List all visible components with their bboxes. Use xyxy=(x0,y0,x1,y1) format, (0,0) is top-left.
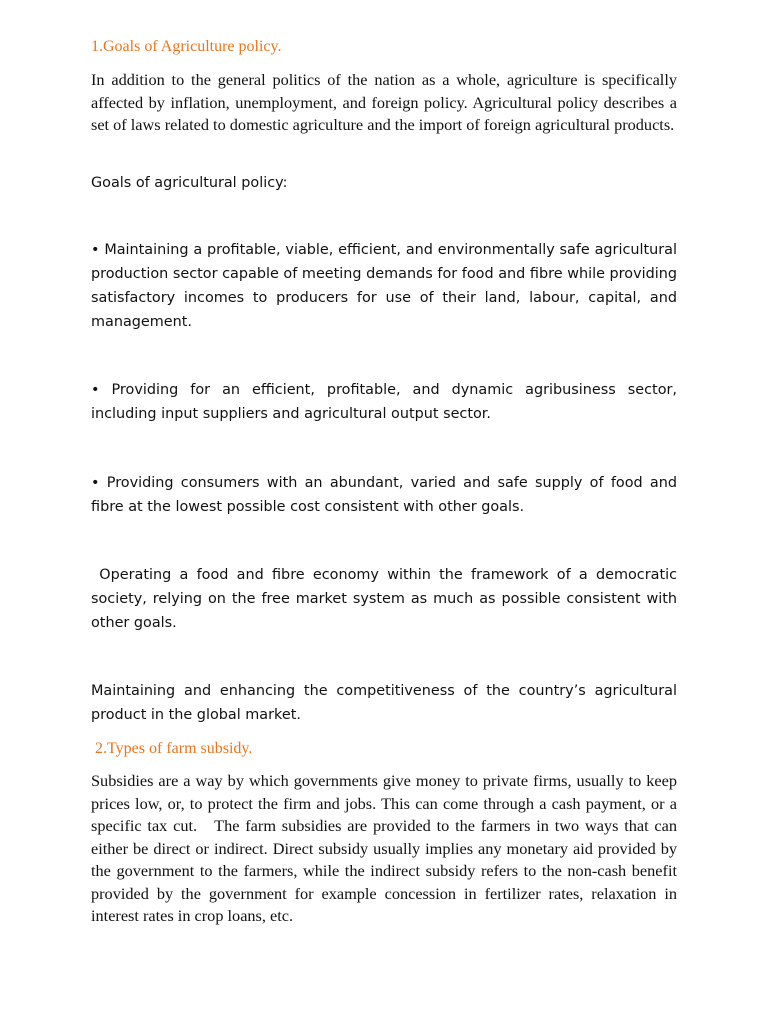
goal-item-agribusiness: • Providing for an efficient, profitable, and dynamic agribusiness sector, including input suppliers and agricultural output sector. xyxy=(91,382,677,422)
goal-item-democratic-economy: Operating a food and fibre economy within the framework of a democratic society, relying on the free market system as much as possible consistent with other goals. xyxy=(91,567,682,631)
goal-item-competitiveness: Maintaining and enhancing the competitiveness of the country’s agricultural product in the global market. xyxy=(91,683,677,723)
farm-subsidy-paragraph: Subsidies are a way by which governments give money to private firms, usually to keep prices low, or, to protect the firm and jobs. This can come through a cash payment, or a specific tax cut. The farm subsidies are provided to the farmers in two ways that can either be direct or indirect. Direct subsidy usually implies any monetary aid provided by the government to the farmers, while the indirect subsidy refers to the non-cash benefit provided by the government for example concession in fertilizer rates, relaxation in interest rates in crop loans, etc. xyxy=(91,771,682,925)
goal-item-consumers: • Providing consumers with an abundant, varied and safe supply of food and fibre at the lowest possible cost consistent with other goals. xyxy=(91,475,677,515)
intro-paragraph: In addition to the general politics of the nation as a whole, agriculture is specifically affected by inflation, unemployment, and foreign policy. Agricultural policy describes a set of laws related to domestic agriculture and the import of foreign agricultural products. xyxy=(91,70,677,134)
goal-item-profitable-production: • Maintaining a profitable, viable, efficient, and environmentally safe agricultural production sector capable of meeting demands for food and fibre while providing satisfactory incomes to producers for use of their land, labour, capital, and management. xyxy=(91,242,677,330)
section-heading-goals: 1.Goals of Agriculture policy. xyxy=(91,38,282,55)
section-heading-farm-subsidy: 2.Types of farm subsidy. xyxy=(91,740,253,757)
document-page xyxy=(91,0,682,1024)
goals-label: Goals of agricultural policy: xyxy=(91,175,288,191)
